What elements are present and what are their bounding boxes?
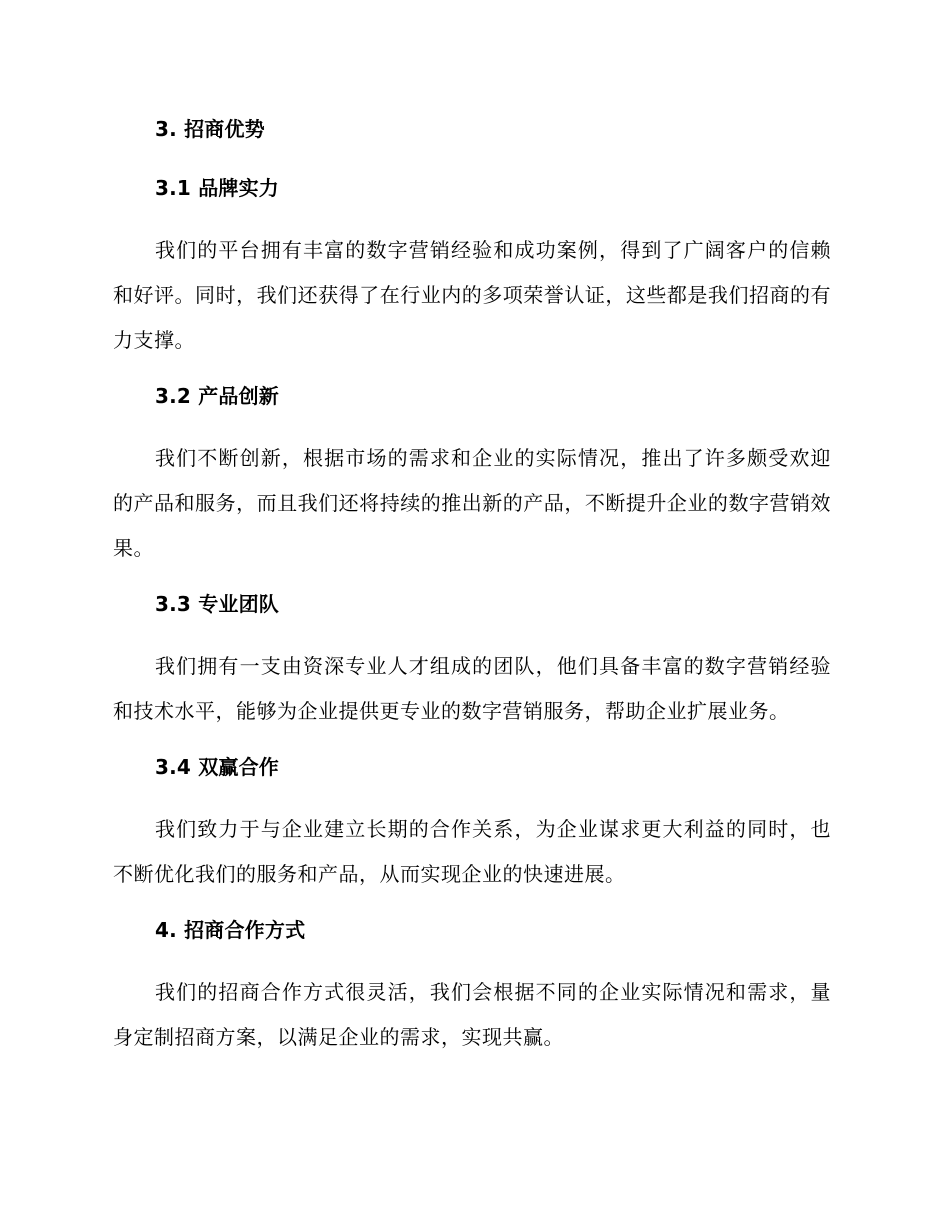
subsection-heading-3-3: 3.3 专业团队 (155, 592, 279, 616)
document-body (113, 110, 831, 1074)
paragraph-brand-strength: 我们的平台拥有丰富的数字营销经验和成功案例，得到了广阔客户的信赖和好评。同时，我们还获得了在行业内的多项荣誉认证，这些都是我们招商的有力支撑。 (113, 238, 831, 352)
section-heading-3: 3. 招商优势 (155, 117, 265, 141)
paragraph-win-win-cooperation: 我们致力于与企业建立长期的合作关系，为企业谋求更大利益的同时，也不断优化我们的服务和产品，从而实现企业的快速进展。 (113, 817, 831, 886)
section-heading-4: 4. 招商合作方式 (155, 918, 306, 942)
subsection-heading-3-4: 3.4 双赢合作 (155, 755, 279, 779)
paragraph-professional-team: 我们拥有一支由资深专业人才组成的团队，他们具备丰富的数字营销经验和技术水平，能够为企业提供更专业的数字营销服务，帮助企业扩展业务。 (113, 654, 831, 723)
subsection-heading-3-2: 3.2 产品创新 (155, 384, 279, 408)
paragraph-product-innovation: 我们不断创新，根据市场的需求和企业的实际情况，推出了许多颇受欢迎的产品和服务，而且我们还将持续的推出新的产品，不断提升企业的数字营销效果。 (113, 446, 831, 560)
subsection-heading-3-1: 3.1 品牌实力 (155, 176, 279, 200)
paragraph-cooperation-methods: 我们的招商合作方式很灵活，我们会根据不同的企业实际情况和需求，量身定制招商方案，以满足企业的需求，实现共赢。 (113, 980, 831, 1049)
